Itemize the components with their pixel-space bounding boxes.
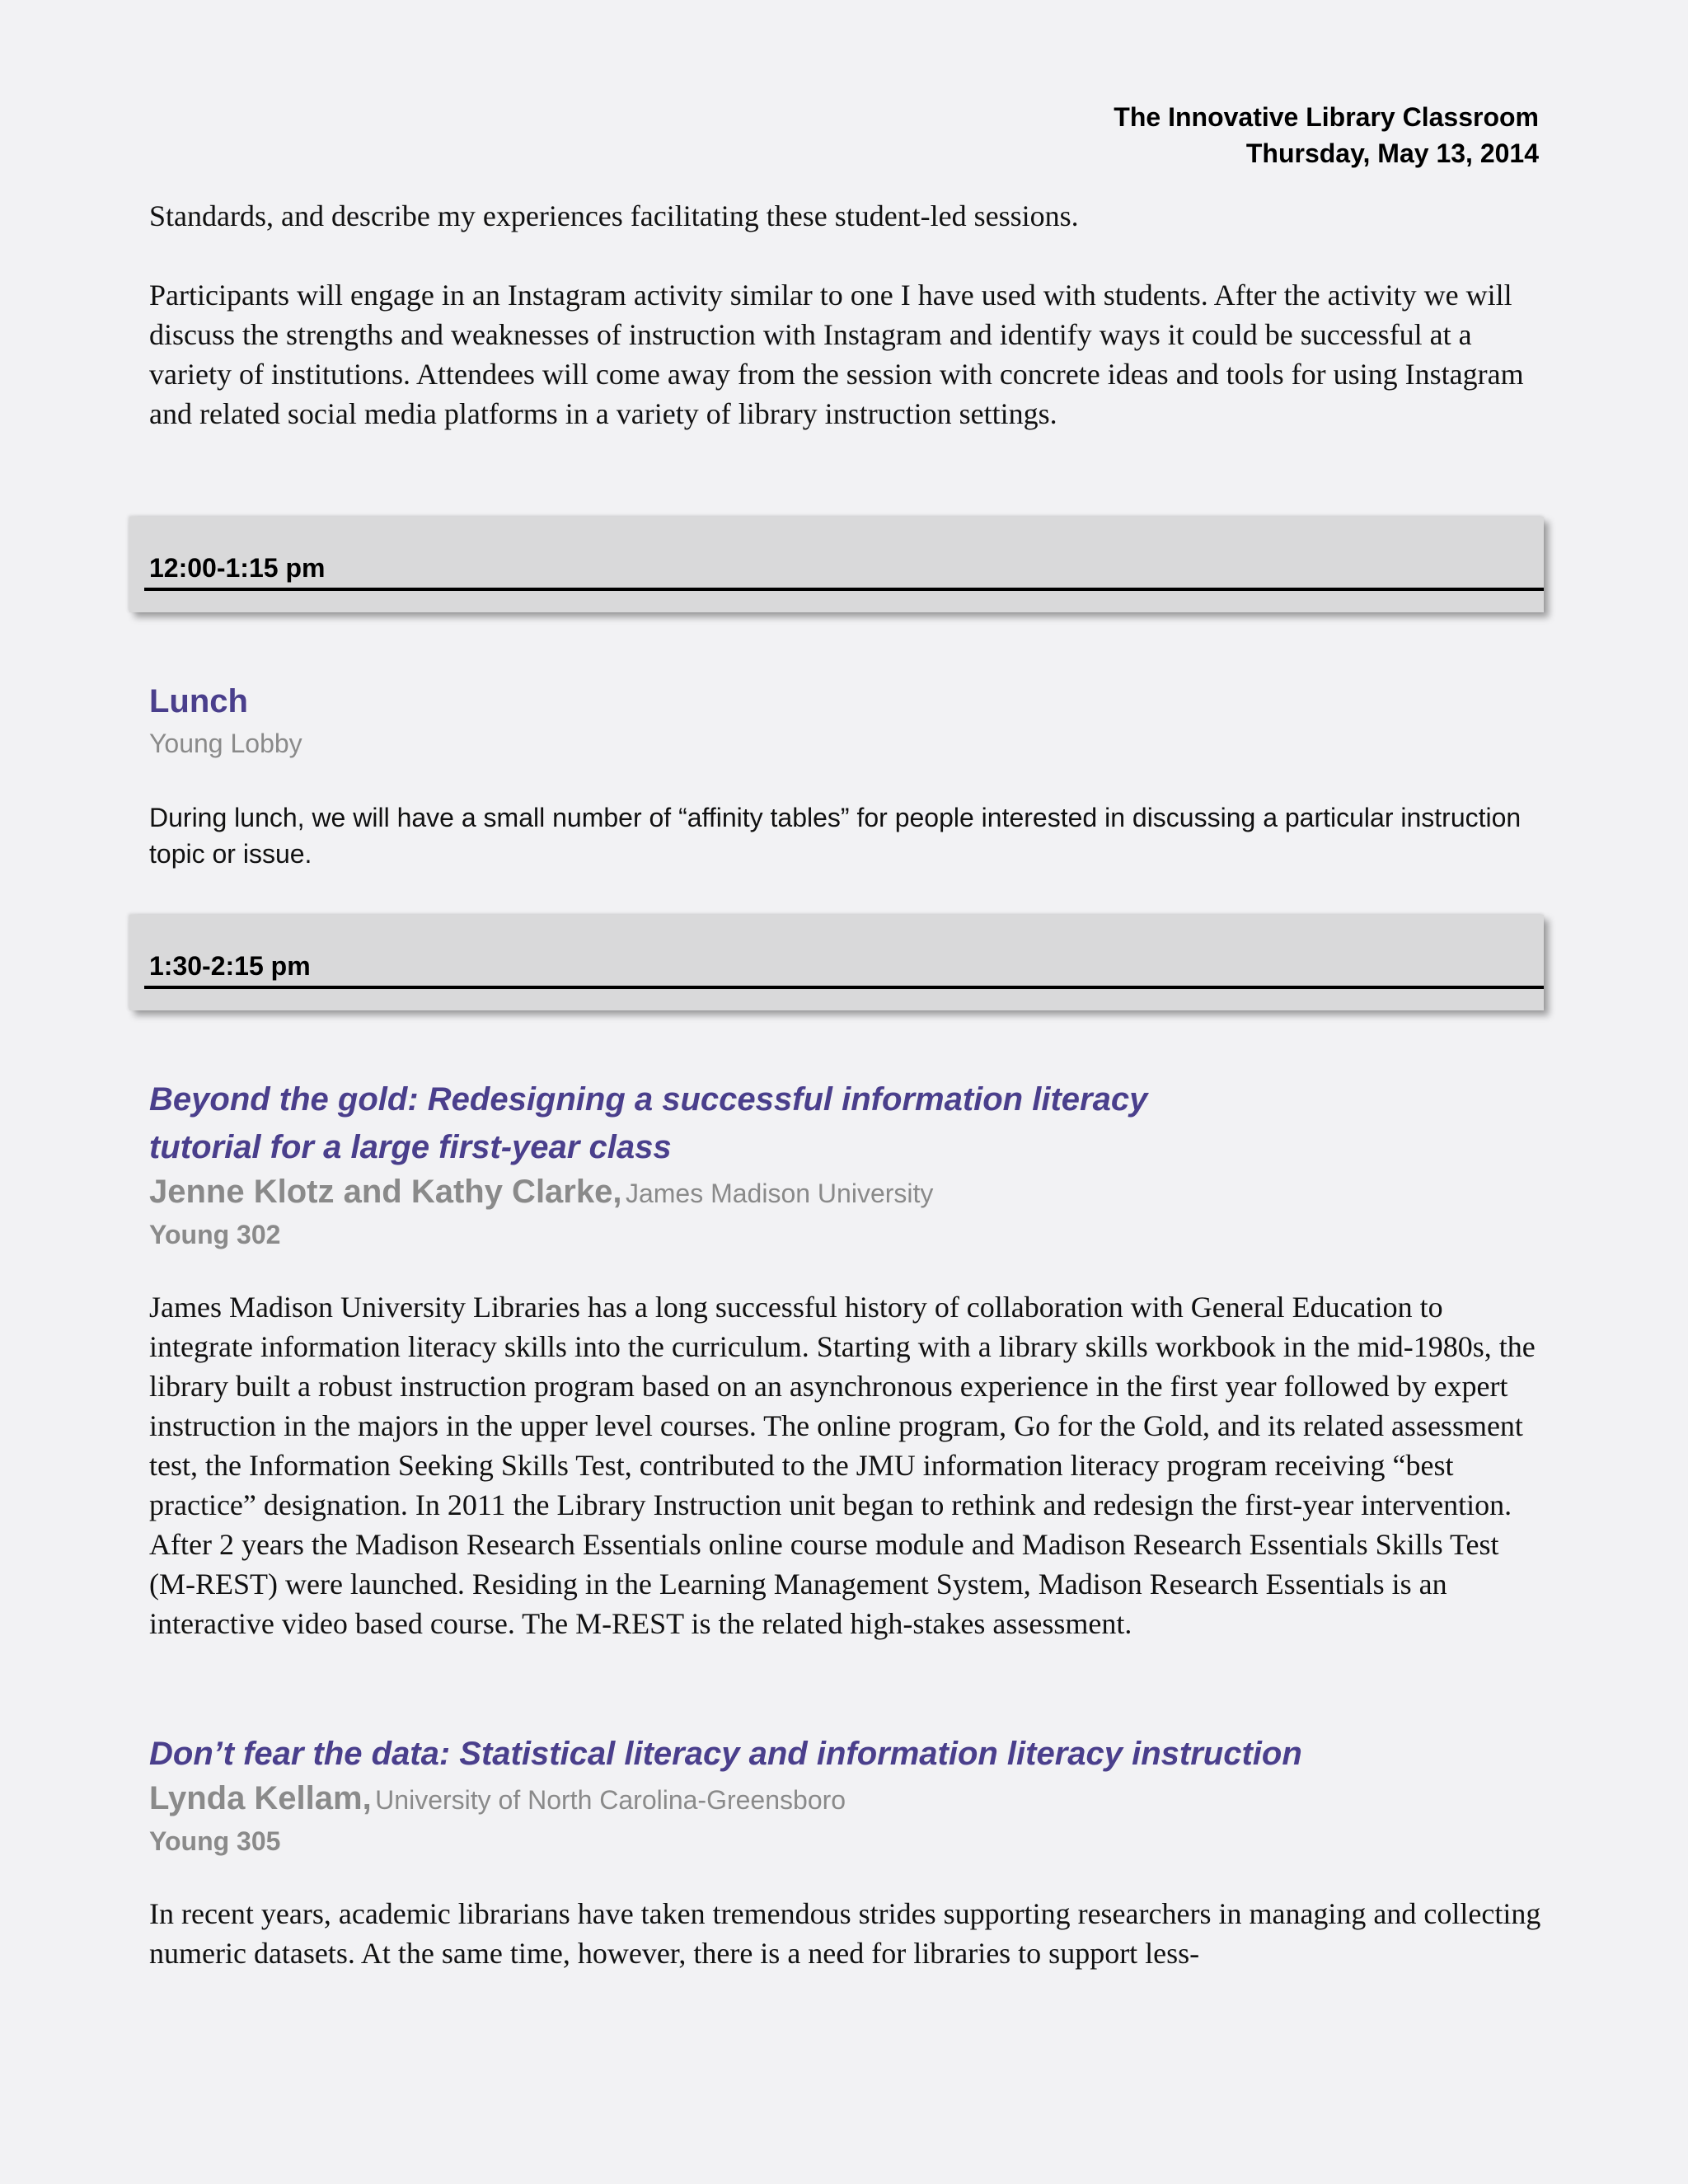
session-description: During lunch, we will have a small number of “affinity tables” for people interested in discussing a particular instruction topic or issue. [149,803,1522,869]
presenter-names: Jenne Klotz and Kathy Clarke, [149,1174,622,1210]
conference-date: Thursday, May 13, 2014 [1245,138,1539,168]
time-slot-label: 12:00-1:15 pm [149,553,326,583]
session-title-line: tutorial for a large first-year class [149,1129,672,1165]
session-room: Young 302 [149,1220,281,1249]
session-location: Young Lobby [149,729,302,758]
divider [144,986,1544,989]
divider [144,588,1544,591]
time-slot-band [129,517,1544,612]
presenter-names: Lynda Kellam, [149,1780,372,1816]
time-slot-label: 1:30-2:15 pm [149,951,311,981]
session-title: Don’t fear the data: Statistical literacy and information literacy instruction [149,1736,1302,1772]
conference-title: The Innovative Library Classroom [1114,102,1539,132]
intro-paragraph: Participants will engage in an Instagram activity similar to one I have used with students. After the activity we will discuss the strengths and weaknesses of instruction with Instagram and identify ways it could be successful at a variety of institutions. Attendees will come away from the session with concrete ideas and tools for using Instagram and related social media platforms in a variety of library instruction settings. [149,279,1524,430]
intro-continuation: Standards, and describe my experiences facilitating these student-led sessions. [149,199,1079,232]
session-title [149,1076,1542,1171]
session-title-line: Beyond the gold: Redesigning a successful information literacy [149,1081,1148,1118]
session-room: Young 305 [149,1826,281,1856]
session-presenters [149,1780,846,1817]
time-slot-band [129,915,1544,1010]
presenter-institution: James Madison University [625,1179,934,1208]
session-abstract: James Madison University Libraries has a long successful history of collaboration with General Education to integrate information literacy skills into the curriculum. Starting with a library skills workbook in the mid-1980s, the library built a robust instruction program based on an asynchronous experience in the first year followed by expert instruction in the majors in the upper level courses. The online program, Go for the Gold, and its related assessment test, the Information Seeking Skills Test, contributed to the JMU information literacy program receiving “best practice” designation. In 2011 the Library Instruction unit began to rethink and redesign the first-year intervention. After 2 years the Madison Research Essentials online course module and Madison Research Essentials Skills Test (M-REST) were launched. Residing in the Learning Management System, Madison Research Essentials is an interactive video based course. The M-REST is the related high-stakes assessment. [149,1291,1536,1640]
session-presenters [149,1174,933,1211]
session-abstract: In recent years, academic librarians have taken tremendous strides supporting researchers in managing and collecting numeric datasets. At the same time, however, there is a need for libraries to support less- [149,1897,1541,1970]
session-title-lunch: Lunch [149,683,248,719]
presenter-institution: University of North Carolina-Greensboro [375,1785,846,1815]
